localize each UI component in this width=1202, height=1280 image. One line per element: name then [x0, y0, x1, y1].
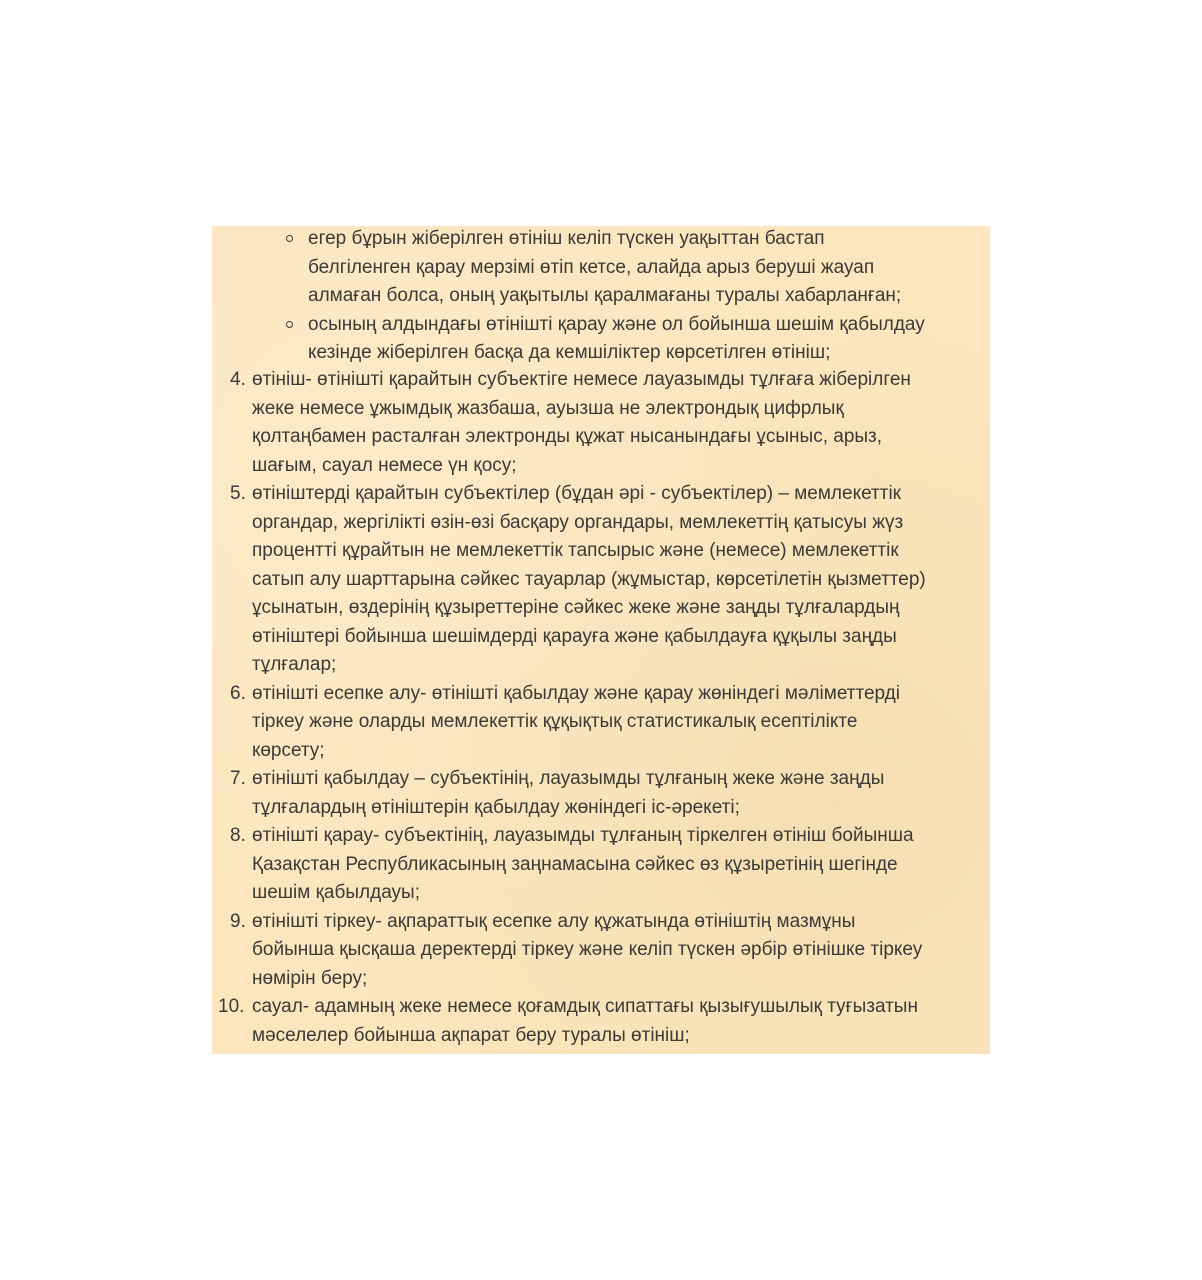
text-line: қолтаңбамен расталған электронды құжат нысанындағы ұсыныс, арыз,: [252, 426, 883, 447]
text-line: сатып алу шарттарына сәйкес тауарлар (жұмыстар, көрсетілетін қызметтер): [252, 568, 926, 590]
text-line: процентті құрайтын не мемлекеттік тапсырыс және (немесе) мемлекеттік: [252, 540, 899, 561]
text-line: шағым, сауал немесе үн қосу;: [252, 454, 517, 476]
sub-list-item: [282, 226, 982, 311]
text-line: мәселелер бойынша ақпарат беру туралы өтініш;: [252, 1024, 690, 1046]
hollow-circle-bullet-icon: [286, 235, 293, 242]
text-line: шешім қабылдауы;: [252, 882, 420, 903]
text-line: ұсынатын, өздерінің құзыреттеріне сәйкес жеке және заңды тұлғалардың: [252, 597, 900, 618]
text-line: өтініш- өтінішті қарайтын субъектіге немесе лауазымды тұлғаға жіберілген: [252, 369, 911, 390]
sub-list-item: [282, 311, 982, 368]
item-number: 6.: [230, 682, 246, 704]
text-line: өтініштері бойынша шешімдерді қарауға және қабылдауға құқылы заңды: [252, 625, 897, 647]
sub-list: [282, 226, 982, 368]
text-line: өтінішті тіркеу- ақпараттық есепке алу құжатында өтініштің мазмұны: [252, 910, 856, 932]
item-number: 9.: [230, 910, 246, 932]
item-number: 5.: [230, 483, 246, 504]
text-line: сауал- адамның жеке немесе қоғамдық сипаттағы қызығушылық туғызатын: [252, 996, 918, 1017]
text-line: өтінішті есепке алу- өтінішті қабылдау және қарау жөніндегі мәліметтерді: [252, 682, 900, 704]
definition-item-6: [212, 680, 972, 766]
item-number: 7.: [230, 768, 246, 789]
text-line: нөмірін беру;: [252, 967, 368, 989]
item-number: 4.: [230, 369, 246, 390]
definition-item-9: [212, 908, 972, 994]
item-number: 10.: [218, 996, 245, 1017]
text-line: белгіленген қарау мерзімі өтіп кетсе, алайда арыз беруші жауап: [308, 256, 875, 278]
text-line: өтінішті қабылдау – субъектінің, лауазымды тұлғаның жеке және заңды: [252, 768, 885, 789]
text-line: тіркеу және оларды мемлекеттік құқықтық статистикалық есептілікте: [252, 711, 858, 732]
definition-item-8: [212, 822, 972, 908]
text-line: кезінде жіберілген басқа да кемшіліктер көрсетілген өтініш;: [308, 342, 831, 363]
document-panel: [212, 226, 990, 1054]
text-line: тұлғалардың өтініштерін қабылдау жөніндегі іс-әрекеті;: [252, 796, 740, 818]
text-line: көрсету;: [252, 739, 325, 761]
item-number: 8.: [230, 825, 246, 846]
hollow-circle-bullet-icon: [286, 321, 293, 328]
text-line: алмаған болса, оның уақытылы қаралмағаны туралы хабарланған;: [308, 285, 902, 306]
text-line: егер бұрын жіберілген өтініш келіп түскен уақыттан бастап: [308, 228, 825, 249]
text-line: өтініштерді қарайтын субъектілер (бұдан әрі - субъектілер) – мемлекеттік: [252, 483, 901, 504]
text-line: жеке немесе ұжымдық жазбаша, ауызша не электрондық цифрлық: [252, 397, 844, 419]
definition-item-5: [212, 480, 972, 680]
text-line: бойынша қысқаша деректерді тіркеу және келіп түскен әрбір өтінішке тіркеу: [252, 939, 923, 960]
text-line: органдар, жергілікті өзін-өзі басқару органдары, мемлекеттің қатысуы жүз: [252, 511, 904, 533]
text-line: тұлғалар;: [252, 654, 337, 675]
text-line: Қазақстан Республикасының заңнамасына сәйкес өз құзыретінің шегінде: [252, 853, 898, 875]
text-line: осының алдындағы өтінішті қарау және ол бойынша шешім қабылдау: [308, 313, 925, 335]
definition-item-10: [212, 993, 972, 1050]
definition-item-7: [212, 765, 972, 822]
text-line: өтінішті қарау- субъектінің, лауазымды тұлғаның тіркелген өтініш бойынша: [252, 825, 914, 846]
definition-item-4: [212, 366, 972, 480]
definitions-list: [212, 366, 972, 1050]
